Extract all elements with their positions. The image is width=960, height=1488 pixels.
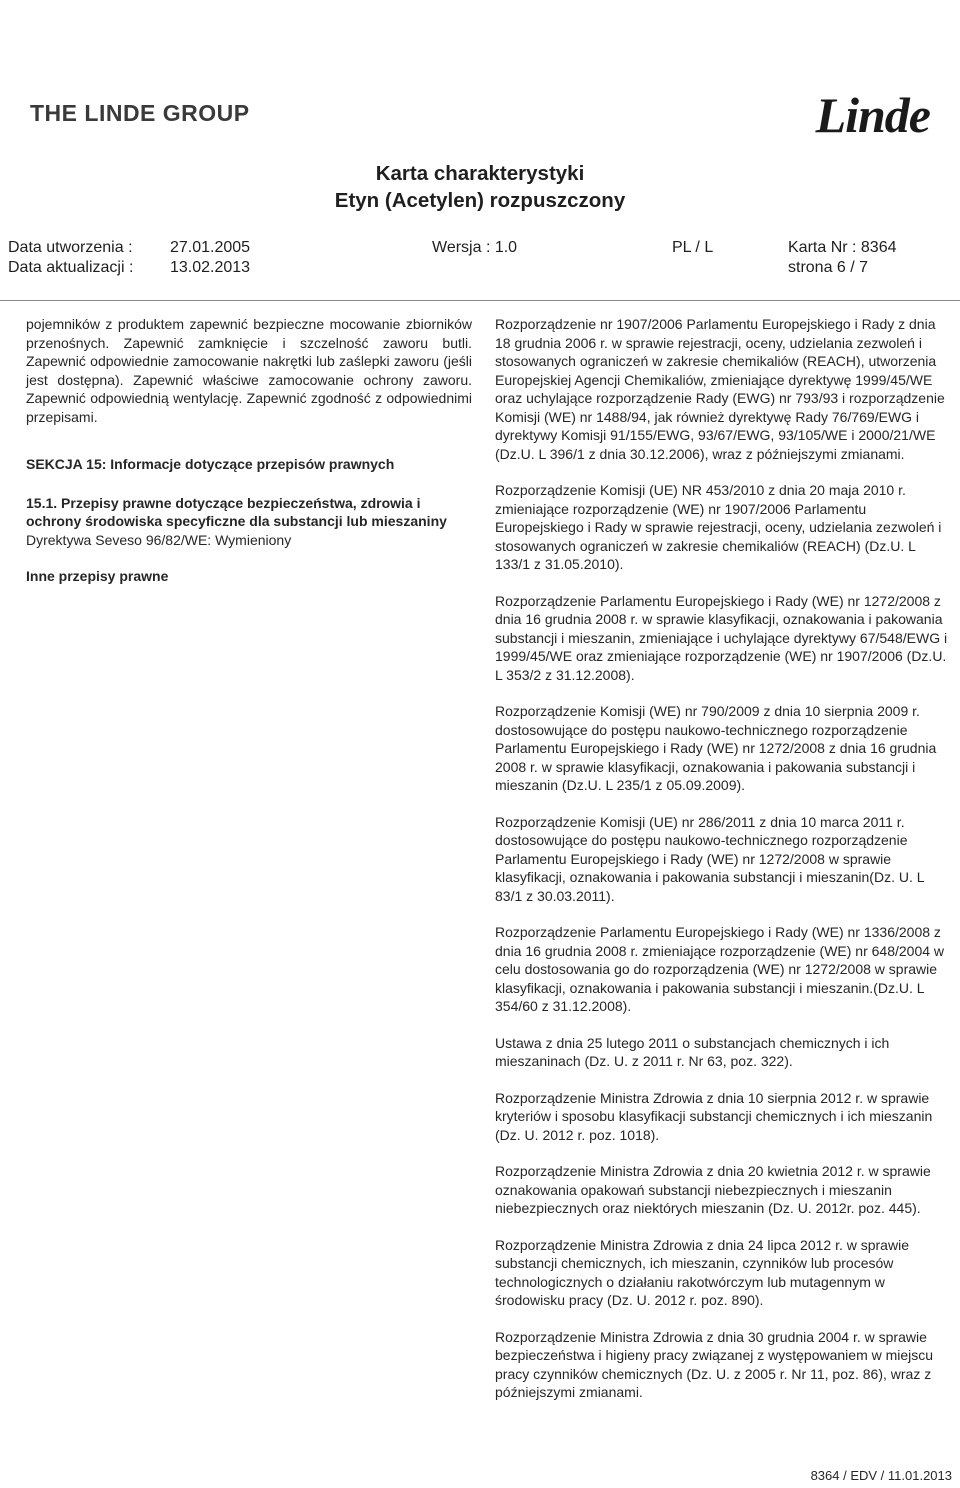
regulation-item: Rozporządzenie Parlamentu Europejskiego i Rady (WE) nr 1336/2008 z dnia 16 grudnia 2008 r. zmieniające rozporządzenie (WE) nr 648/2004 w celu dostosowania go do rozporządzenia (WE) nr 1272/2008 w sprawie klasyfikacji, oznakowania i pakowania substancji i mieszanin.(Dz.U. L 354/60 z 31.12.2008). — [495, 924, 945, 1014]
other-regulations-heading: Inne przepisy prawne — [26, 568, 169, 584]
regulation-item: Rozporządzenie Komisji (UE) nr 286/2011 z dnia 10 marca 2011 r. dostosowujące do postępu naukowo-technicznego rozporządzenie Parlamentu Europejskiego i Rady (WE) nr 1272/2008 w sprawie klasyfikacji, oznakowania i pakowania substancji i mieszanin(Dz. U. L 83/1 z 30.03.2011). — [495, 813, 925, 904]
subsection-15-1-heading: 15.1. Przepisy prawne dotyczące bezpieczeństwa, zdrowia i ochrony środowiska specyficzne dla substancji lub mieszaniny — [26, 494, 447, 529]
regulation-item: Rozporządzenie Ministra Zdrowia z dnia 20 kwietnia 2012 r. w sprawie oznakowania opakowań substancji niebezpiecznych i mieszanin niebezpiecznych oraz niektórych mieszanin (Dz. U. 2012r. poz. 445). — [495, 1163, 931, 1216]
product-name: Etyn (Acetylen) rozpuszczony — [334, 189, 626, 212]
continued-paragraph: pojemników z produktem zapewnić bezpieczne mocowanie zbiorników przenośnych. Zapewnić zamknięcie i szczelność zaworu butli. Zapewnić odpowiednie zamocowanie nakrętki lub zaślepki zaworu (jeśli jest dostępna). Zapewnić właściwe zamocowanie ochrony zaworu. Zapewnić odpowiednią wentylację. Zapewnić zgodność z odpowiednimi przepisami. — [26, 316, 472, 425]
document-title: Karta charakterystyki — [375, 162, 585, 185]
regulation-item: Rozporządzenie nr 1907/2006 Parlamentu Europejskiego i Rady z dnia 18 grudnia 2006 r. w sprawie rejestracji, oceny, udzielania zezwoleń i stosowanych ograniczeń w zakresie chemikaliów (REACH), utworzenia Europejskiej Agencji Chemikaliów, zmieniające dyrektywę 1999/45/WE oraz uchylające rozporządzenie Rady (EWG) nr 793/93 i rozporządzenie Komisji (WE) nr 1488/94, jak również dyrektywę Rady 76/769/EWG i dyrektywy Komisji 91/155/EWG, 93/67/EWG, 93/105/WE i 2000/21/WE (Dz.U. L 396/1 z dnia 30.12.2006), wraz z późniejszymi zmianami. — [495, 316, 945, 462]
card-number: Karta Nr : 8364 — [788, 239, 897, 256]
linde-logo: Linde — [815, 87, 930, 143]
regulations-list — [495, 315, 954, 1420]
footer-reference: 8364 / EDV / 11.01.2013 — [810, 1468, 952, 1483]
regulation-item: Rozporządzenie Komisji (WE) nr 790/2009 z dnia 10 sierpnia 2009 r. dostosowujące do postępu naukowo-technicznego rozporządzenie Parlamentu Europejskiego i Rady (WE) nr 1272/2008 z dnia 16 grudnia 2008 r. w sprawie klasyfikacji, oznakowania i pakowania substancji i mieszanin (Dz.U. L 235/1 z 05.09.2009). — [495, 703, 937, 793]
left-column — [26, 315, 472, 586]
version: Wersja : 1.0 — [432, 239, 518, 256]
regulation-item: Rozporządzenie Ministra Zdrowia z dnia 30 grudnia 2004 r. w sprawie bezpieczeństwa i higieny pracy związanej z występowaniem w miejscu pracy czynników chemicznych (Dz. U. z 2005 r. Nr 11, poz. 86), wraz z późniejszymi zmianami. — [495, 1328, 934, 1400]
regulation-item: Rozporządzenie Ministra Zdrowia z dnia 10 sierpnia 2012 r. w sprawie kryteriów i sposobu klasyfikacji substancji chemicznych i ich mieszanin (Dz. U. 2012 r. poz. 1018). — [495, 1089, 933, 1143]
regulation-item: Rozporządzenie Komisji (UE) NR 453/2010 z dnia 20 maja 2010 r. zmieniające rozporządzenie (WE) nr 1907/2006 Parlamentu Europejskiego i Rady w sprawie rejestracji, oceny, udzielania zezwoleń i stosowanych ograniczeń w zakresie chemikaliów (REACH) (Dz.U. L 133/1 z 31.05.2010). — [495, 482, 942, 572]
header-divider — [0, 300, 960, 301]
created-label: Data utworzenia : — [8, 239, 133, 256]
seveso-directive: Dyrektywa Seveso 96/82/WE: Wymieniony — [26, 531, 292, 548]
page-number: strona 6 / 7 — [788, 259, 869, 276]
regulation-item: Rozporządzenie Parlamentu Europejskiego i Rady (WE) nr 1272/2008 z dnia 16 grudnia 2008 r. w sprawie klasyfikacji, oznakowania i pakowania substancji i mieszanin, zmieniające i uchylające dyrektywy 67/548/EWG i 1999/45/WE oraz zmieniające rozporządzenie (WE) nr 1907/2006 (Dz.U. L 353/2 z 31.12.2008). — [495, 592, 948, 683]
regulation-item: Rozporządzenie Ministra Zdrowia z dnia 24 lipca 2012 r. w sprawie substancji chemicznych, ich mieszanin, czynników lub procesów technologicznych o działaniu rakotwórczym lub mutagennym w środowisku pracy (Dz. U. 2012 r. poz. 890). — [495, 1236, 909, 1308]
created-date: 27.01.2005 — [170, 239, 251, 256]
linde-group-wordmark: THE LINDE GROUP — [30, 100, 250, 126]
updated-date: 13.02.2013 — [170, 259, 251, 276]
updated-label: Data aktualizacji : — [8, 259, 134, 276]
regulation-item: Ustawa z dnia 25 lutego 2011 o substancjach chemicznych i ich mieszaninach (Dz. U. z 2011 r. Nr 63, poz. 322). — [495, 1034, 890, 1069]
document-title-block — [0, 160, 960, 214]
language-code: PL / L — [672, 239, 714, 256]
section-15-heading: SEKCJA 15: Informacje dotyczące przepisów prawnych — [26, 456, 395, 472]
